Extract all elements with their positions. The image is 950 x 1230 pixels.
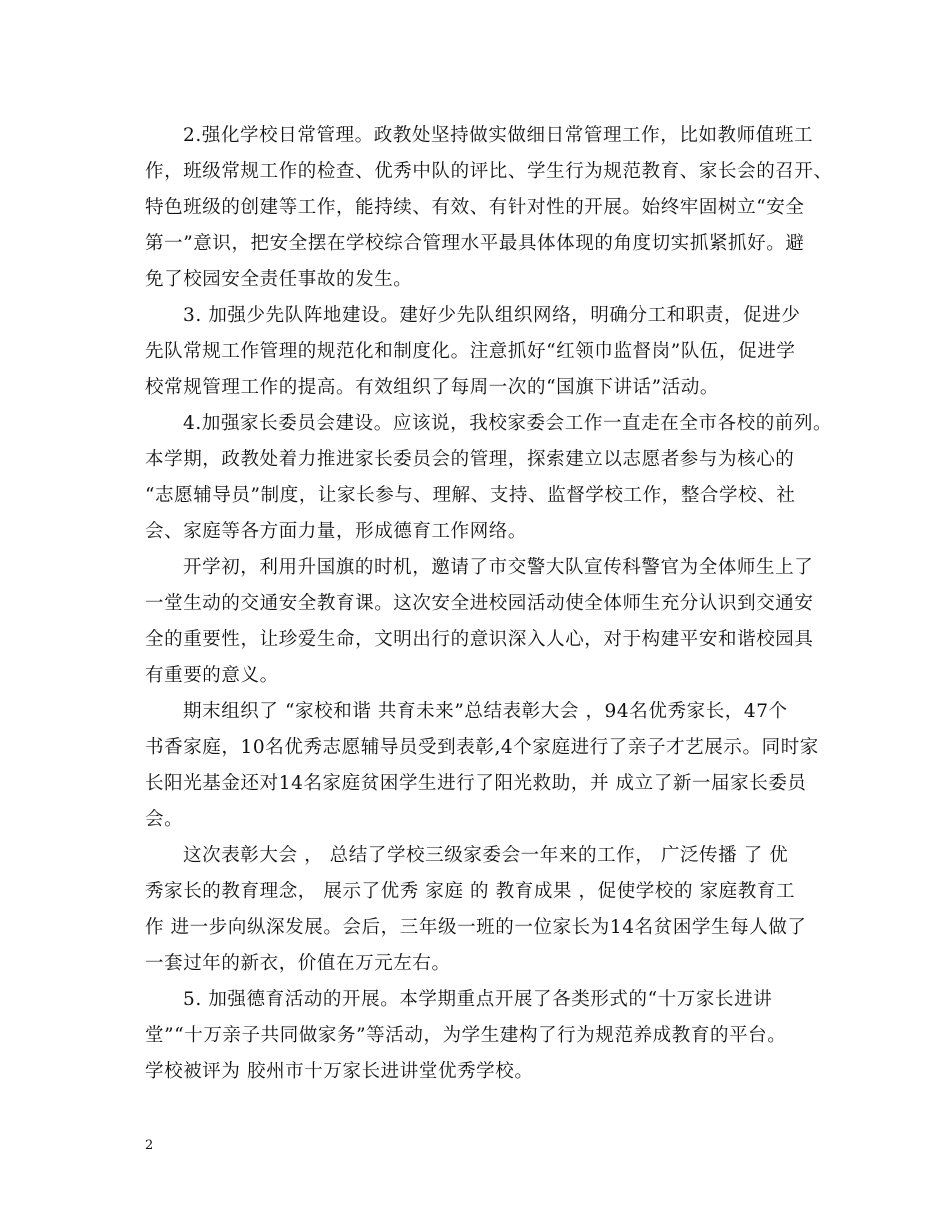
- text-line: 这次表彰大会 ， 总结了学校三级家委会一年来的工作， 广泛传播 了 优: [183, 845, 789, 866]
- paragraph-award-ceremony: [145, 694, 819, 838]
- text-line: 先队常规工作管理的规范化和制度化。注意抓好“红领巾监督岗”队伍，促进学: [145, 341, 796, 362]
- text-line: 学校被评为 胶州市十万家长进讲堂优秀学校。: [145, 1061, 534, 1082]
- text-line: 第一”意识，把安全摆在学校综合管理水平最具体体现的角度切实抓紧抓好。避: [145, 233, 805, 254]
- paragraph-traffic-safety: [145, 550, 815, 694]
- paragraph-moral-activities: [145, 982, 815, 1090]
- text-line: 作 进一步向纵深发展。会后，三年级一班的一位家长为14名贫困学生每人做了: [145, 917, 807, 938]
- text-line: 会、家庭等各方面力量，形成德育工作网络。: [145, 521, 528, 542]
- text-line: 书香家庭，10名优秀志愿辅导员受到表彰,4个家庭进行了亲子才艺展示。同时家: [145, 737, 819, 758]
- paragraph-young-pioneers: [145, 298, 815, 406]
- text-line: 会。: [145, 809, 184, 830]
- text-line: 一套过年的新衣，价值在万元左右。: [145, 953, 451, 974]
- text-line: 校常规管理工作的提高。有效组织了每周一次的“国旗下讲话”活动。: [145, 377, 720, 398]
- page-number: 2: [145, 1138, 154, 1153]
- text-line: 有重要的意义。: [145, 665, 279, 686]
- text-line: 特色班级的创建等工作，能持续、有效、有针对性的开展。始终牢固树立“安全: [145, 197, 805, 218]
- text-line: 2.强化学校日常管理。政教处坚持做实做细日常管理工作，比如教师值班工: [183, 125, 814, 146]
- text-line: 免了校园安全责任事故的发生。: [145, 269, 413, 290]
- paragraph-ceremony-summary: [145, 838, 815, 982]
- text-line: 5. 加强德育活动的开展。本学期重点开展了各类形式的“十万家长进讲: [183, 989, 773, 1010]
- text-line: 作，班级常规工作的检查、优秀中队的评比、学生行为规范教育、家长会的召开、: [145, 161, 833, 182]
- text-line: 长阳光基金还对14名家庭贫困学生进行了阳光救助，并 成立了新一届家长委员: [145, 773, 807, 794]
- paragraph-parent-committee: [145, 406, 833, 550]
- text-line: 一堂生动的交通安全教育课。这次安全进校园活动使全体师生充分认识到交通安: [145, 593, 814, 614]
- document-body: [145, 118, 833, 1090]
- text-line: 期末组织了 “家校和谐 共育未来”总结表彰大会 ，94名优秀家长，47个: [183, 701, 788, 722]
- text-line: 3. 加强少先队阵地建设。建好少先队组织网络，明确分工和职责，促进少: [183, 305, 801, 326]
- text-line: 秀家长的教育理念， 展示了优秀 家庭 的 教育成果 ，促使学校的 家庭教育工: [145, 881, 796, 902]
- text-line: 堂”“十万亲子共同做家务”等活动，为学生建构了行为规范养成教育的平台。: [145, 1025, 787, 1046]
- text-line: 开学初，利用升国旗的时机，邀请了市交警大队宣传科警官为全体师生上了: [183, 557, 814, 578]
- text-line: 全的重要性，让珍爱生命，文明出行的意识深入人心，对于构建平安和谐校园具: [145, 629, 814, 650]
- paragraph-daily-management: [145, 118, 833, 298]
- text-line: 4.加强家长委员会建设。应该说，我校家委会工作一直走在全市各校的前列。: [183, 413, 833, 434]
- text-line: 本学期，政教处着力推进家长委员会的管理，探索建立以志愿者参与为核心的: [145, 449, 795, 470]
- text-line: “志愿辅导员”制度，让家长参与、理解、支持、监督学校工作，整合学校、社: [145, 485, 796, 506]
